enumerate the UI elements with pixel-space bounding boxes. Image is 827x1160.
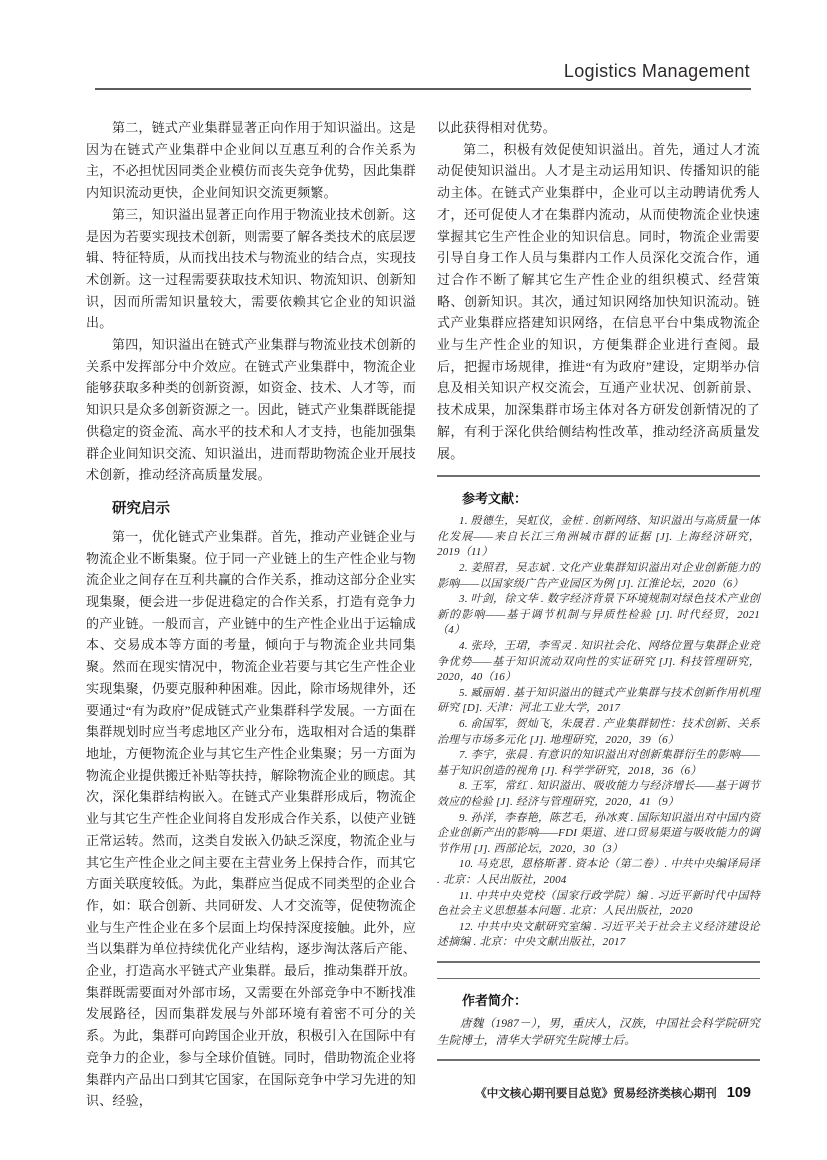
reference-item-4: 4. 张玲，王珺，李雪灵 . 知识社会化、网络位置与集群企业竞争优势——基于知识流动双向性的实证研究 [J]. 科技管理研究，2020，40（16）	[437, 640, 760, 684]
reference-item-11: 11. 中共中央党校（国家行政学院）编 . 习近平新时代中国特色社会主义思想基本问题 . 北京：人民出版社，2020	[437, 889, 760, 918]
reference-item-2: 2. 姜照君，吴志斌 . 文化产业集群知识溢出对企业创新能力的影响——以国家级广告产业园区为例 [J]. 江淮论坛，2020（6）	[437, 562, 760, 590]
reference-item-12: 12. 中共中央文献研究室编 . 习近平关于社会主义经济建设论述摘编 . 北京：中央文献出版社，2017	[437, 920, 760, 949]
page-footer	[475, 1085, 751, 1101]
reference-item-7: 7. 李宇，张晨 . 有意识的知识溢出对创新集群衍生的影响——基于知识创造的视角 [J]. 科学学研究，2018，36（6）	[437, 749, 760, 777]
paragraph-finding-4: 第四，知识溢出在链式产业集群与物流业技术创新的关系中发挥部分中介效应。在链式产业集群中，物流企业能够获取多种类的创新资源，如资金、技术、人才等，而知识只是众多创新资源之一。因此，链式产业集群既能提供稳定的资金流、高水平的技术和人才支持，也能加强集群企业间知识交流、知识溢出，进而帮助物流企业开展技术创新，推动经济高质量发展。	[86, 337, 417, 483]
author-heading: 作者简介：	[462, 993, 528, 1009]
paragraph-finding-3: 第三，知识溢出显著正向作用于物流业技术创新。这是因为若要实现技术创新，则需要了解各类技术的底层逻辑、特征特质，从而找出技术与物流业的结合点，实现技术创新。这一过程需要获取技术知识、物流知识、创新知识，因而所需知识量较大，需要依赖其它企业的知识溢出。	[86, 206, 417, 331]
author-box-top-divider	[437, 978, 760, 980]
journal-core-note: 《中文核心期刊要目总览》贸易经济类核心期刊	[475, 1088, 717, 1100]
reference-item-3: 3. 叶剑，徐文华 . 数字经济背景下环境规制对绿色技术产业创新的影响——基于调节机制与异质性检验 [J]. 时代经贸，2021（4）	[437, 593, 760, 637]
page-number: 109	[726, 1085, 751, 1101]
paragraph-finding-2: 第二，链式产业集群显著正向作用于知识溢出。这是因为在链式产业集群中企业间以互惠互利的合作关系为主，不必担忧因同类企业模仿而丧失竞争优势，因此集群内知识流动更快，企业间知识交流更频繁。	[86, 120, 417, 201]
section-heading-research-implications: 研究启示	[112, 500, 170, 517]
author-box-bottom-divider	[437, 1059, 760, 1061]
right-column	[437, 117, 760, 1061]
reference-item-5: 5. 臧丽娟 . 基于知识溢出的链式产业集群与技术创新作用机理研究 [D]. 天津：河北工业大学，2017	[437, 686, 760, 715]
author-bio: 唐魏（1987－），男，重庆人，汉族，中国社会科学院研究生院博士，清华大学研究生院博士后。	[437, 1018, 760, 1048]
reference-item-1: 1. 殷德生，吴虹仪，金桩 . 创新网络、知识溢出与高质量一体化发展——来自长江三角洲城市群的证据 [J]. 上海经济研究，2019（11）	[437, 515, 760, 559]
reference-item-6: 6. 俞国军，贺灿飞，朱晟君 . 产业集群韧性：技术创新、关系治理与市场多元化 [J]. 地理研究，2020，39（6）	[437, 717, 760, 746]
reference-item-10: 10. 马克思，恩格斯著 . 资本论（第二卷）. 中共中央编译局译 . 北京：人民出版社，2004	[437, 858, 760, 886]
reference-item-8: 8. 王军，常红 . 知识溢出、吸收能力与经济增长——基于调节效应的检验 [J]. 经济与管理研究，2020，41（9）	[437, 780, 760, 808]
paragraph-continuation: 以此获得相对优势。	[437, 120, 556, 135]
references-list	[437, 514, 760, 951]
left-column	[86, 117, 416, 1112]
paragraph-implication-1: 第一，优化链式产业集群。首先，推动产业链企业与物流企业不断集聚。位于同一产业链上的生产性企业与物流企业之间存在互利共赢的合作关系，推动这部分企业实现集聚，便会进一步促进稳定的合作关系，打造有竞争力的产业链。一般而言，产业链中的生产性企业出于运输成本、交易成本等方面的考量，倾向于与物流企业共同集聚。然而在现实情况中，物流企业若要与其它生产性企业实现集聚，仍要克服种种困难。因此，除市场规律外，还要通过“有为政府”促成链式产业集群科学发展。一方面在集群规划时应当考虑地区产业分布，选取相对合适的集群地址，方便物流企业与其它生产性企业集聚；另一方面为物流企业提供搬迁补贴等扶持，解除物流企业的顾虑。其次，深化集群结构嵌入。在链式产业集群形成后，物流企业与其它生产性企业间将自发形成合作关系，以使产业链正常运转。然而，这类自发嵌入仍缺乏深度，物流企业与其它生产性企业之间主要在主营业务上保持合作，而其它方面关联度较低。为此，集群应当促成不同类型的企业合作，如：联合创新、共同研发、人才交流等，促使物流企业与生产性企业在多个层面上均保持深度接触。此外，应当以集群为单位持续优化产业结构，逐步淘汰落后产能、企业，打造高水平链式产业集群。最后，推动集群开放。集群既需要面对外部市场，又需要在外部竞争中不断找准发展路径，因而集群发展与外部环境有着密不可分的关系。为此，集群可向跨国企业开放，积极引入在国际中有竞争力的企业，参与全球价值链。同时，借助物流企业将集群内产品出口到其它国家，在国际竞争中学习先进的知识、经验，	[86, 528, 417, 1109]
header-divider	[95, 88, 751, 90]
reference-item-9: 9. 孙洋，李春艳，陈艺毛，孙冰爽 . 国际知识溢出对中国内资企业创新产出的影响——FDI 渠道、进口贸易渠道与吸收能力的调节作用 [J]. 西部论坛，2020，30（3）	[437, 811, 760, 855]
references-heading: 参考文献：	[462, 491, 528, 507]
references-bottom-divider	[437, 961, 760, 963]
paragraph-implication-2: 第二，积极有效促使知识溢出。首先，通过人才流动促使知识溢出。人才是主动运用知识、传播知识的能动主体。在链式产业集群中，企业可以主动聘请优秀人才，还可促使人才在集群内流动，从而使物流企业快速掌握其它生产性企业的知识信息。同时，物流企业需要引导自身工作人员与集群内工作人员深化交流合作，通过合作不断了解其它生产性企业的组织模式、经营策略、创新知识。其次，通过知识网络加快知识流动。链式产业集群应搭建知识网络，在信息平台中集成物流企业与生产性企业的知识，方便集群企业进行查阅。最后，把握市场规律，推进“有为政府”建设，定期举办信息及相关知识产权交流会，互通产业状况、创新前景、技术成果，加深集群市场主体对各方研发创新情况的了解，有利于深化供给侧结构性改革，推动经济高质量发展。	[437, 141, 760, 461]
references-top-divider	[437, 475, 760, 477]
journal-title: Logistics Management	[563, 61, 750, 81]
